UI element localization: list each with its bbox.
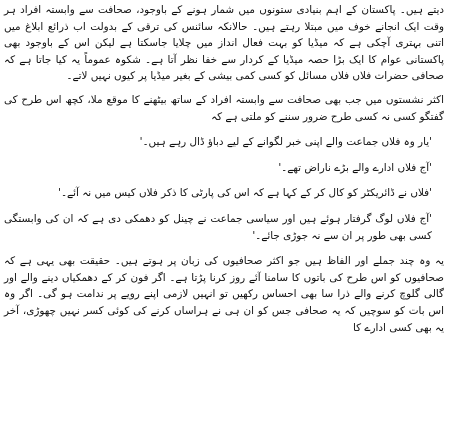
paragraph-conversations: اکثر نشستوں میں جب بھی صحافت سے وابستہ افراد کے ساتھ بیٹھنے کا موقع ملا، کچھ اس طرح کی گفتگو کسی نہ کسی طرح ضرور سننے کو ملتی ہے کہ [4,93,444,123]
paragraph-spacer [4,85,444,92]
quote-arrest-threat: 'آج فلاں لوگ گرفتار ہوئے ہیں اور سیاسی جماعت نے چینل کو دھمکی دی ہے کہ ان کی وابستگی کسی بھی طور پر ان سے نہ جوڑی جائے۔' [4,212,432,242]
paragraph-harassment: یہ وہ چند جملے اور الفاظ ہیں جو اکثر صحافیوں کی زبان پر ہوتے ہیں۔ حقیقت بھی یہی ہے کہ صحافیوں کو اس طرح کی باتوں کا سامنا آئے روز کرنا پڑتا ہے۔ اگر فون کر کے دھمکیاں دینے والے اور گالی گلوچ کرنے والے ذرا سا بھی احساس رکھیں تو انہیں لازمی اپنے رویے پر ندامت ہو گی۔ اگر وہ اس بات کو سوچیں کہ یہ صحافی جس کو ان ہی نے ہراساں کرنے کی کوئی کسر نہیں چھوڑی، آخر یہ بھی کسی ادارے کا [4,255,444,334]
quote-institution-angry: 'آج فلاں ادارے والے بڑے ناراض تھے۔' [278,161,432,174]
paragraph-spacer [4,176,444,185]
paragraph-intro: دیتے ہیں۔ پاکستان کے اہم بنیادی ستونوں میں شمار ہونے کے باوجود، صحافت سے وابستہ افراد ہر وقت ایک انجانے خوف میں مبتلا رہتے ہیں۔ حالانکہ سائنس کی ترقی کے بدولت اب ذرائع ابلاغ میں اتنی بہتری آچکی ہے کہ میڈیا کو بہت فعال انداز میں چلایا جاسکتا ہے لیکن اس کے باوجود بھی پاکستانی عوام کا ایک بڑا حصہ میڈیا کے کردار سے خفا نظر آتا ہے۔ شکوہ عموماً یہ کیا جاتا ہے کہ صحافی حضرات فلاں فلاں مسائل کو کسی کمی بیشی کے بغیر میڈیا پر کیوں نہیں لاتے۔ [4,4,444,83]
quote-director-call: 'فلاں نے ڈائریکٹر کو کال کر کے کہا ہے کہ اس کی پارٹی کا ذکر فلاں کیس میں نہ آئے۔' [58,187,432,200]
paragraph-spacer [4,244,444,253]
paragraph-spacer [4,151,444,160]
paragraph-spacer [4,125,444,134]
paragraph-spacer [4,202,444,211]
quote-party-pressure: 'یار وہ فلاں جماعت والے اپنی خبر لگوانے کے لیے دباؤ ڈال رہے ہیں۔' [139,136,432,149]
